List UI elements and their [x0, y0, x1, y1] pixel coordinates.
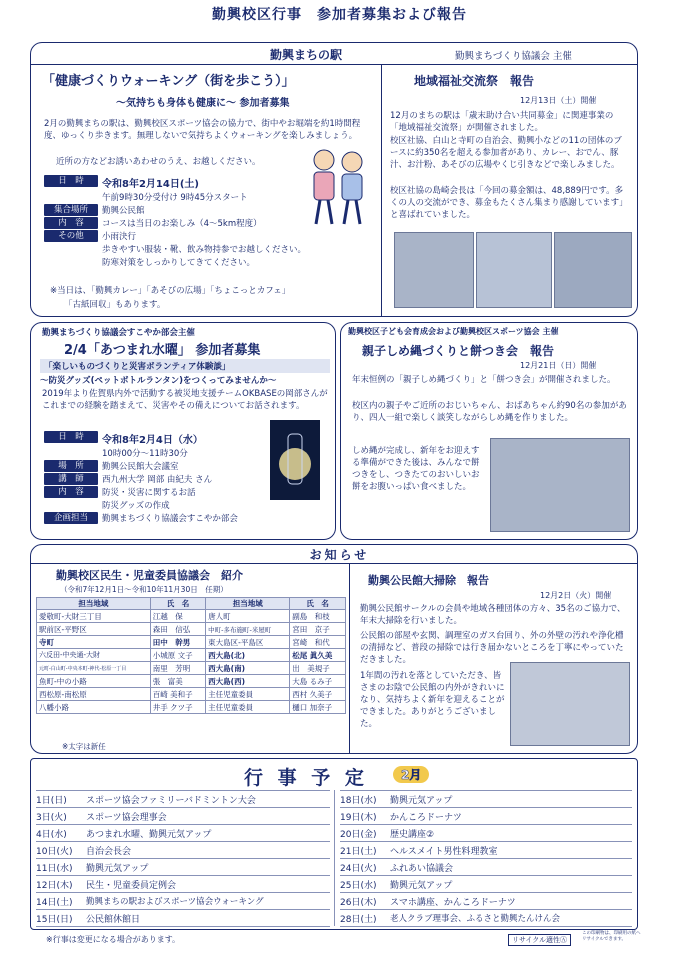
schedule-row	[36, 791, 330, 808]
page-title: 勤興校区行事 参加者募集および報告	[212, 7, 467, 23]
shimenawa-title: 親子しめ縄づくりと餅つき会 報告	[362, 344, 555, 358]
festival-photo-2	[476, 232, 552, 308]
schedule-event: 勤興まちの駅およびスポーツ協会ウォーキング	[86, 897, 264, 907]
table-cell: 松尾 眞久美	[290, 649, 346, 662]
table-cell: 小城原 文子	[150, 649, 205, 662]
schedule-event: 老人クラブ理事会、ふるさと勤興たんけん会	[390, 914, 561, 924]
recycle-note: この印刷物は、印刷用の紙へリサイクルできます。	[582, 931, 641, 942]
atsumare-label-date: 日 時	[44, 431, 98, 443]
atsumare-place: 勤興公民館大会議室	[102, 462, 179, 472]
schedule-date: 3日(火)	[36, 812, 67, 823]
notice-vdivider	[349, 563, 350, 754]
walking-place: 勤興公民館	[102, 206, 145, 216]
table-cell: 主任児童委員	[206, 701, 290, 714]
committee-th-name: 氏 名	[150, 598, 205, 610]
festival-photo-1	[394, 232, 474, 308]
schedule-event: スポーツ協会理事会	[86, 812, 167, 823]
atsumare-org: 勤興まちづくり協議会すこやか部会主催	[42, 328, 195, 338]
shimenawa-body3: しめ縄が完成し、新年をお迎えする準備ができた後は、みんなで餅つきをし、つきたてのおいしいお餅をお腹いっぱい食べました。	[352, 446, 480, 492]
table-cell: 駅前区-平野区	[37, 623, 151, 636]
committee-note: ※太字は新任	[62, 742, 106, 751]
shimenawa-body: 年末恒例の「親子しめ縄づくり」と「餅つき会」が開催されました。	[352, 375, 616, 385]
table-cell: 東大島区-平島区	[206, 636, 290, 649]
committee-title: 勤興校区民生・児童委員協議会 紹介	[56, 569, 243, 582]
schedule-date: 25日(水)	[340, 880, 377, 891]
walking-other1: 歩きやすい服装・靴、飲み物持参でお越しください。	[102, 245, 307, 255]
cleanup-body: 勤興公民館サークルの会員や地域各種団体の方々、35名のご協力で、年末大掃除を行いました。	[360, 604, 626, 626]
walking-time: 午前9時30分受付け 9時45分スタート	[102, 193, 248, 203]
walking-other: 小雨決行	[102, 232, 137, 242]
schedule-date: 1日(日)	[36, 795, 67, 806]
table-cell: 田中 幹男	[150, 636, 205, 649]
schedule-event: スポーツ協会ファミリーバドミントン大会	[86, 795, 256, 806]
recycle-mark: リサイクル適性Ⓐ	[508, 934, 571, 946]
schedule-event: ヘルスメイト男性料理教室	[390, 846, 498, 857]
cleanup-photo	[510, 662, 630, 746]
schedule-row	[340, 876, 632, 893]
walking-date: 令和8年2月14日(土)	[102, 179, 199, 190]
festival-body2: 校区社協、白山と寺町の自治会、勤興小などの11の団体のブースに約350名を超える参加者があり、カレー、おでん、豚汁、お汁粉、あそびの広場やくじ引きなどで楽しみました。	[390, 136, 622, 170]
schedule-event: かんころドーナツ	[390, 812, 462, 823]
station-header: 勤興まちの駅	[270, 48, 343, 62]
schedule-row	[36, 825, 330, 842]
festival-date: 12月13日（土）開催	[520, 96, 597, 105]
cleanup-title: 勤興公民館大掃除 報告	[368, 574, 489, 587]
walking-body: 2月の勤興まちの駅は、勤興校区スポーツ協会の協力で、街中やお堀端を約1時間程度、ゆっくり歩きます。無理しないで気持ちよくウォーキングを楽しみましょう。	[44, 119, 361, 141]
schedule-event: ふれあい協議会	[390, 863, 454, 874]
schedule-row	[340, 825, 632, 842]
table-cell: 百崎 美和子	[150, 688, 205, 701]
table-cell: 西松原-南松原	[37, 688, 151, 701]
table-cell: 唐人町	[206, 610, 290, 623]
atsumare-lecturer: 西九州大学 岡部 由紀夫 さん	[102, 475, 213, 485]
station-divider	[30, 64, 638, 65]
schedule-event: あつまれ水曜、勤興元気アップ	[86, 829, 212, 840]
table-row	[37, 623, 346, 636]
schedule-row	[36, 808, 330, 825]
table-cell: 六反田-中央通-大財	[37, 649, 151, 662]
atsumare-planner: 勤興まちづくり協議会すこやか部会	[102, 514, 238, 524]
table-cell: 出 美規子	[290, 662, 346, 675]
walking-note: ※当日は、「勤興カレー」「あそびの広場」「ちょこっとカフェ」	[50, 286, 291, 296]
schedule-date: 20日(金)	[340, 829, 377, 840]
table-cell: 宮田 京子	[290, 623, 346, 636]
walking-label-other: その他	[44, 230, 98, 242]
table-cell: 元町-白山町-中央本町-神代-松原一丁目	[37, 662, 151, 675]
walking-other2: 防寒対策をしっかりしてきてください。	[102, 258, 256, 268]
schedule-vdivider	[334, 790, 335, 926]
atsumare-date: 令和8年2月4日（水）	[102, 435, 203, 446]
committee-th-area2: 担当地域	[206, 598, 290, 610]
committee-th-area: 担当地域	[37, 598, 151, 610]
atsumare-label-planner: 企画担当	[44, 512, 98, 524]
walking-note2: 「古紙回収」もあります。	[64, 300, 166, 310]
schedule-date: 14日(土)	[36, 897, 73, 908]
walking-label-place: 集合場所	[44, 204, 98, 216]
schedule-left	[36, 790, 330, 927]
schedule-right	[340, 790, 632, 927]
table-row	[37, 636, 346, 649]
table-cell: 副島 和枝	[290, 610, 346, 623]
atsumare-title: 2/4「あつまれ水曜」 参加者募集	[64, 343, 261, 358]
table-cell: 魚町-中の小路	[37, 675, 151, 688]
walking-subtitle: ～気持ちも身体も健康に～ 参加者募集	[116, 98, 290, 109]
walking-content: コースは当日のお楽しみ（4～5km程度）	[102, 219, 262, 229]
schedule-row	[36, 842, 330, 859]
walking-body2: 近所の方などお誘いあわせのうえ、お越しください。	[56, 157, 261, 167]
schedule-event: 公民館休館日	[86, 914, 141, 925]
lantern-illustration	[270, 420, 320, 500]
schedule-month: 2月	[393, 766, 429, 783]
notice-divider	[30, 563, 638, 564]
schedule-note: ※行事は変更になる場合があります。	[46, 935, 181, 944]
table-cell: 西大島(南)	[206, 662, 290, 675]
cleanup-body3: 1年間の汚れを落としていただき、皆さまのお陰で公民館の内外がきれいになり、気持ちよく新年を迎えることができました。ありがとうございました。	[360, 671, 505, 729]
table-cell: 宮崎 和代	[290, 636, 346, 649]
schedule-event: 勤興元気アップ	[86, 863, 149, 874]
schedule-row	[340, 910, 632, 927]
committee-table	[36, 597, 346, 714]
schedule-row	[340, 808, 632, 825]
walking-rows	[44, 174, 324, 269]
walking-title: 「健康づくりウォーキング（街を歩こう）」	[42, 74, 295, 89]
station-org: 勤興まちづくり協議会 主催	[455, 51, 572, 62]
schedule-date: 21日(土)	[340, 846, 377, 857]
festival-body3: 校区社協の島崎会長は「今回の募金額は、48,889円です。多くの人の交流ができ、募金もたくさん集まり感謝しています」と喜ばれていました。	[390, 186, 628, 220]
schedule-title: 行 事 予 定	[244, 767, 368, 789]
table-cell: 樋口 加奈子	[290, 701, 346, 714]
schedule-row	[36, 893, 330, 910]
atsumare-content2: 防災グッズの作成	[102, 501, 170, 511]
festival-title: 地域福祉交流祭 報告	[414, 74, 535, 88]
schedule-row	[340, 859, 632, 876]
schedule-row	[36, 859, 330, 876]
table-row	[37, 675, 346, 688]
schedule-date: 10日(火)	[36, 846, 73, 857]
table-cell: 南里 芳明	[150, 662, 205, 675]
table-row	[37, 688, 346, 701]
committee-term: （令和7年12月1日～令和10年11月30日 任期）	[60, 585, 228, 594]
atsumare-body: 2019年より佐賀県内外で活動する被災地支援チームOKBASEの岡部さんがこれまでの経験を踏まえて、災害やその備えについてお話されます。	[42, 389, 328, 411]
table-cell: 八幡小路	[37, 701, 151, 714]
atsumare-time: 10時00分～11時30分	[102, 449, 188, 459]
schedule-date: 11日(水)	[36, 863, 73, 874]
table-cell: 西大島(北)	[206, 649, 290, 662]
shimenawa-org: 勤興校区子ども会育成会および勤興校区スポーツ協会 主催	[348, 327, 559, 336]
table-row	[37, 701, 346, 714]
schedule-row	[340, 842, 632, 859]
table-cell: 西村 久美子	[290, 688, 346, 701]
schedule-date: 19日(木)	[340, 812, 377, 823]
committee-th-name2: 氏 名	[290, 598, 346, 610]
schedule-row	[340, 791, 632, 808]
schedule-date: 24日(火)	[340, 863, 377, 874]
shimenawa-body2: 校区内の親子やご近所のおじいちゃん、おばあちゃん約90名の参加があり、四人一組で楽しく談笑しながらしめ縄を作りました。	[352, 401, 627, 423]
schedule-date: 26日(木)	[340, 897, 377, 908]
table-cell: 江越 保	[150, 610, 205, 623]
walking-label-content: 内 容	[44, 217, 98, 229]
walking-couple-illustration	[300, 140, 376, 230]
notice-header: お知らせ	[309, 548, 370, 562]
atsumare-content: 防災・災害に関するお話	[102, 488, 196, 498]
table-row	[37, 610, 346, 623]
schedule-event: 歴史講座②	[390, 829, 435, 840]
schedule-date: 28日(土)	[340, 914, 377, 925]
table-cell: 井手 クツ子	[150, 701, 205, 714]
festival-photo-3	[554, 232, 632, 308]
schedule-row	[340, 893, 632, 910]
table-cell: 大島 るみ子	[290, 675, 346, 688]
atsumare-label-lecturer: 講 師	[44, 473, 98, 485]
atsumare-label-place: 場 所	[44, 460, 98, 472]
schedule-event: 自治会長会	[86, 846, 132, 857]
schedule-event: 勤興元気アップ	[390, 880, 453, 891]
walking-label-date: 日 時	[44, 175, 98, 187]
schedule-row	[36, 910, 330, 927]
table-cell: 張 富美	[150, 675, 205, 688]
schedule-event: スマホ講座、かんころドーナツ	[390, 897, 516, 908]
atsumare-label-content: 内 容	[44, 486, 98, 498]
festival-body: 12月のまちの駅は「歳末助け合い共同募金」に関連事業の「地域福祉交流祭」が開催されました。	[390, 111, 614, 133]
schedule-date: 4日(水)	[36, 829, 67, 840]
schedule-date: 12日(木)	[36, 880, 73, 891]
cleanup-date: 12月2日（火）開催	[540, 591, 612, 600]
atsumare-sub1: 「楽しいものづくりと災害ボランティア体験談」	[40, 359, 330, 373]
atsumare-sub2: ～防災グッズ(ペットボトルランタン)をつくってみませんか～	[40, 376, 277, 386]
schedule-date: 15日(日)	[36, 914, 73, 925]
table-cell: 主任児童委員	[206, 688, 290, 701]
table-cell: 森田 信弘	[150, 623, 205, 636]
table-row	[37, 662, 346, 675]
shimenawa-date: 12月21日（日）開催	[520, 361, 597, 370]
schedule-event: 勤興元気アップ	[390, 795, 453, 806]
schedule-row	[36, 876, 330, 893]
shimenawa-photo	[490, 438, 630, 532]
schedule-date: 18日(水)	[340, 795, 377, 806]
station-vdivider	[381, 64, 382, 317]
table-cell: 中町-多布施町-米屋町	[206, 623, 290, 636]
table-cell: 西大島(西)	[206, 675, 290, 688]
table-row	[37, 649, 346, 662]
table-cell: 愛敬町-大財三丁目	[37, 610, 151, 623]
schedule-event: 民生・児童委員定例会	[86, 880, 177, 891]
table-cell: 寺町	[37, 636, 151, 649]
cleanup-body2: 公民館の部屋や玄関、調理室のガス台回り、外の外壁の汚れや浄化槽の清掃など、普段の掃除では行き届かないところを丁寧にやっていただきました。	[360, 631, 624, 665]
